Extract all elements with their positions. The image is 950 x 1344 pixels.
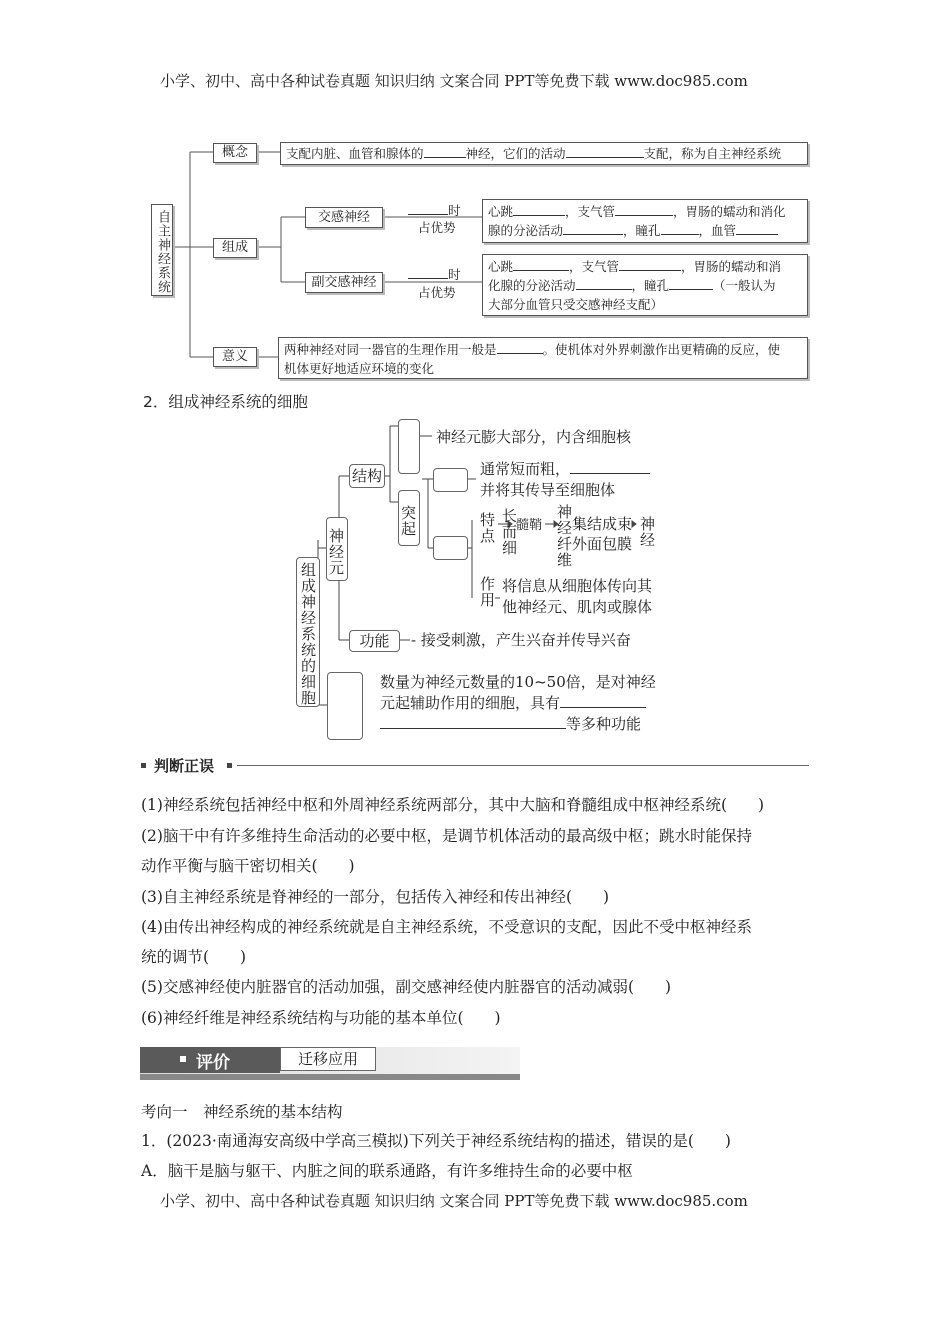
cell-body-blank-box <box>398 419 420 474</box>
function-label: 功能 <box>349 630 400 652</box>
cells-root-label: 组成神经系统的细胞 <box>296 557 320 707</box>
question-direction: 考向一 神经系统的基本结构 <box>141 1103 343 1121</box>
sympathetic-label: 交感神经 <box>305 207 383 228</box>
judge-item-1: (1)神经系统包括神经中枢和外周神经系统两部分，其中大脑和脊髓组成中枢神经系统( ) <box>141 796 765 814</box>
banner-left-text: 评价 <box>196 1053 230 1073</box>
judge-item-3: (3)自主神经系统是脊神经的一部分，包括传入神经和传出神经( ) <box>141 888 610 906</box>
parasympathetic-box: 心跳 ，支气管 ，胃肠的蠕动和消 化腺的分泌活动 ，瞳孔 （一般认为 大部分血管只受交感神经支配） <box>482 254 808 316</box>
sympathetic-time: 时 <box>408 202 461 220</box>
judge-title-bar <box>141 757 809 775</box>
myelin-text: 髓鞘 <box>516 518 543 533</box>
use-label: 作用 <box>478 576 496 608</box>
neuron-label: 神经元 <box>326 517 348 581</box>
square-bullet-icon <box>180 1056 186 1062</box>
feature-label: 特点 <box>478 512 496 544</box>
structure-label: 结构 <box>349 464 385 488</box>
long-thin-text: 长而细 <box>500 508 518 556</box>
glia-blank-box <box>327 672 363 740</box>
dendrite-text: 通常短而粗， 并将其传导至细胞体 <box>480 459 650 501</box>
significance-label: 意义 <box>213 347 257 367</box>
square-bullet-icon <box>227 763 232 768</box>
judge-item-6: (6)神经纤维是神经系统结构与功能的基本单位( ) <box>141 1009 501 1027</box>
banner-underline <box>140 1074 520 1080</box>
bundle-text: 集结成束 外面包膜 <box>572 515 633 553</box>
concept-text-c: 支配，称为自主神经系统 <box>643 146 782 161</box>
parasympathetic-dominant: 占优势 <box>418 285 456 300</box>
axon-function-text: 将信息从细胞体传向其 他神经元、肌肉或腺体 <box>502 577 653 616</box>
question-option-a: A．脑干是脑与躯干、内脏之间的联系通路，有许多维持生命的必要中枢 <box>141 1162 633 1180</box>
page-header: 小学、初中、高中各种试卷真题 知识归纳 文案合同 PPT等免费下载 www.doc985.com <box>160 72 748 90</box>
autonomic-root-label: 自主神经系统 <box>151 204 173 296</box>
parasympathetic-time: 时 <box>408 266 461 284</box>
judge-item-2: (2)脑干中有许多维持生命活动的必要中枢，是调节机体活动的最高级中枢；跳水时能保持 <box>141 827 752 845</box>
concept-label: 概念 <box>213 143 257 163</box>
concept-text-b: 神经，它们的活动 <box>465 146 566 161</box>
banner-right-tab: 迁移应用 <box>280 1047 376 1071</box>
cell-body-text: 神经元膨大部分，内含细胞核 <box>436 428 632 446</box>
axon-blank-box <box>433 536 468 560</box>
judge-item-4: (4)由传出神经构成的神经系统就是自主神经系统，不受意识的支配，因此不受中枢神经系 <box>141 918 752 936</box>
nerve-fiber-text: 神经纤维 <box>555 504 573 568</box>
concept-text-a: 支配内脏、血管和腺体的 <box>286 146 424 161</box>
sympathetic-box: 心跳 ，支气管 ，胃肠的蠕动和消化 腺的分泌活动 ，瞳孔 ，血管 <box>482 199 808 243</box>
dendrite-blank-box <box>433 468 468 492</box>
significance-box: 两种神经对同一器官的生理作用一般是 。使机体对外界刺激作出更精确的反应，使 机体更好地适应环境的变化 <box>278 337 808 379</box>
judge-item-4-cont: 统的调节( ) <box>141 948 247 966</box>
glia-text: 数量为神经元数量的10~50倍，是对神经 元起辅助作用的细胞，具有 等多种功能 <box>380 673 656 733</box>
divider <box>237 765 809 766</box>
concept-box <box>280 142 808 165</box>
judge-item-2-cont: 动作平衡与脑干密切相关( ) <box>141 857 355 875</box>
composition-label: 组成 <box>213 238 257 258</box>
process-label: 突起 <box>398 490 420 546</box>
function-text: - 接受刺激，产生兴奋并传导兴奋 <box>411 631 631 649</box>
nerve-text: 神经 <box>638 516 656 548</box>
section2-title: 2．组成神经系统的细胞 <box>143 393 308 411</box>
sympathetic-dominant: 占优势 <box>418 220 456 235</box>
square-bullet-icon <box>141 763 146 768</box>
page-footer: 小学、初中、高中各种试卷真题 知识归纳 文案合同 PPT等免费下载 www.doc985.com <box>160 1192 748 1210</box>
judge-title: 判断正误 <box>154 757 215 775</box>
judge-item-5: (5)交感神经使内脏器官的活动加强，副交感神经使内脏器官的活动减弱( ) <box>141 978 672 996</box>
evaluation-banner <box>140 1047 520 1080</box>
question-stem: 1．(2023·南通海安高级中学高三模拟)下列关于神经系统结构的描述，错误的是( ) <box>141 1132 731 1150</box>
parasympathetic-label: 副交感神经 <box>305 272 383 293</box>
